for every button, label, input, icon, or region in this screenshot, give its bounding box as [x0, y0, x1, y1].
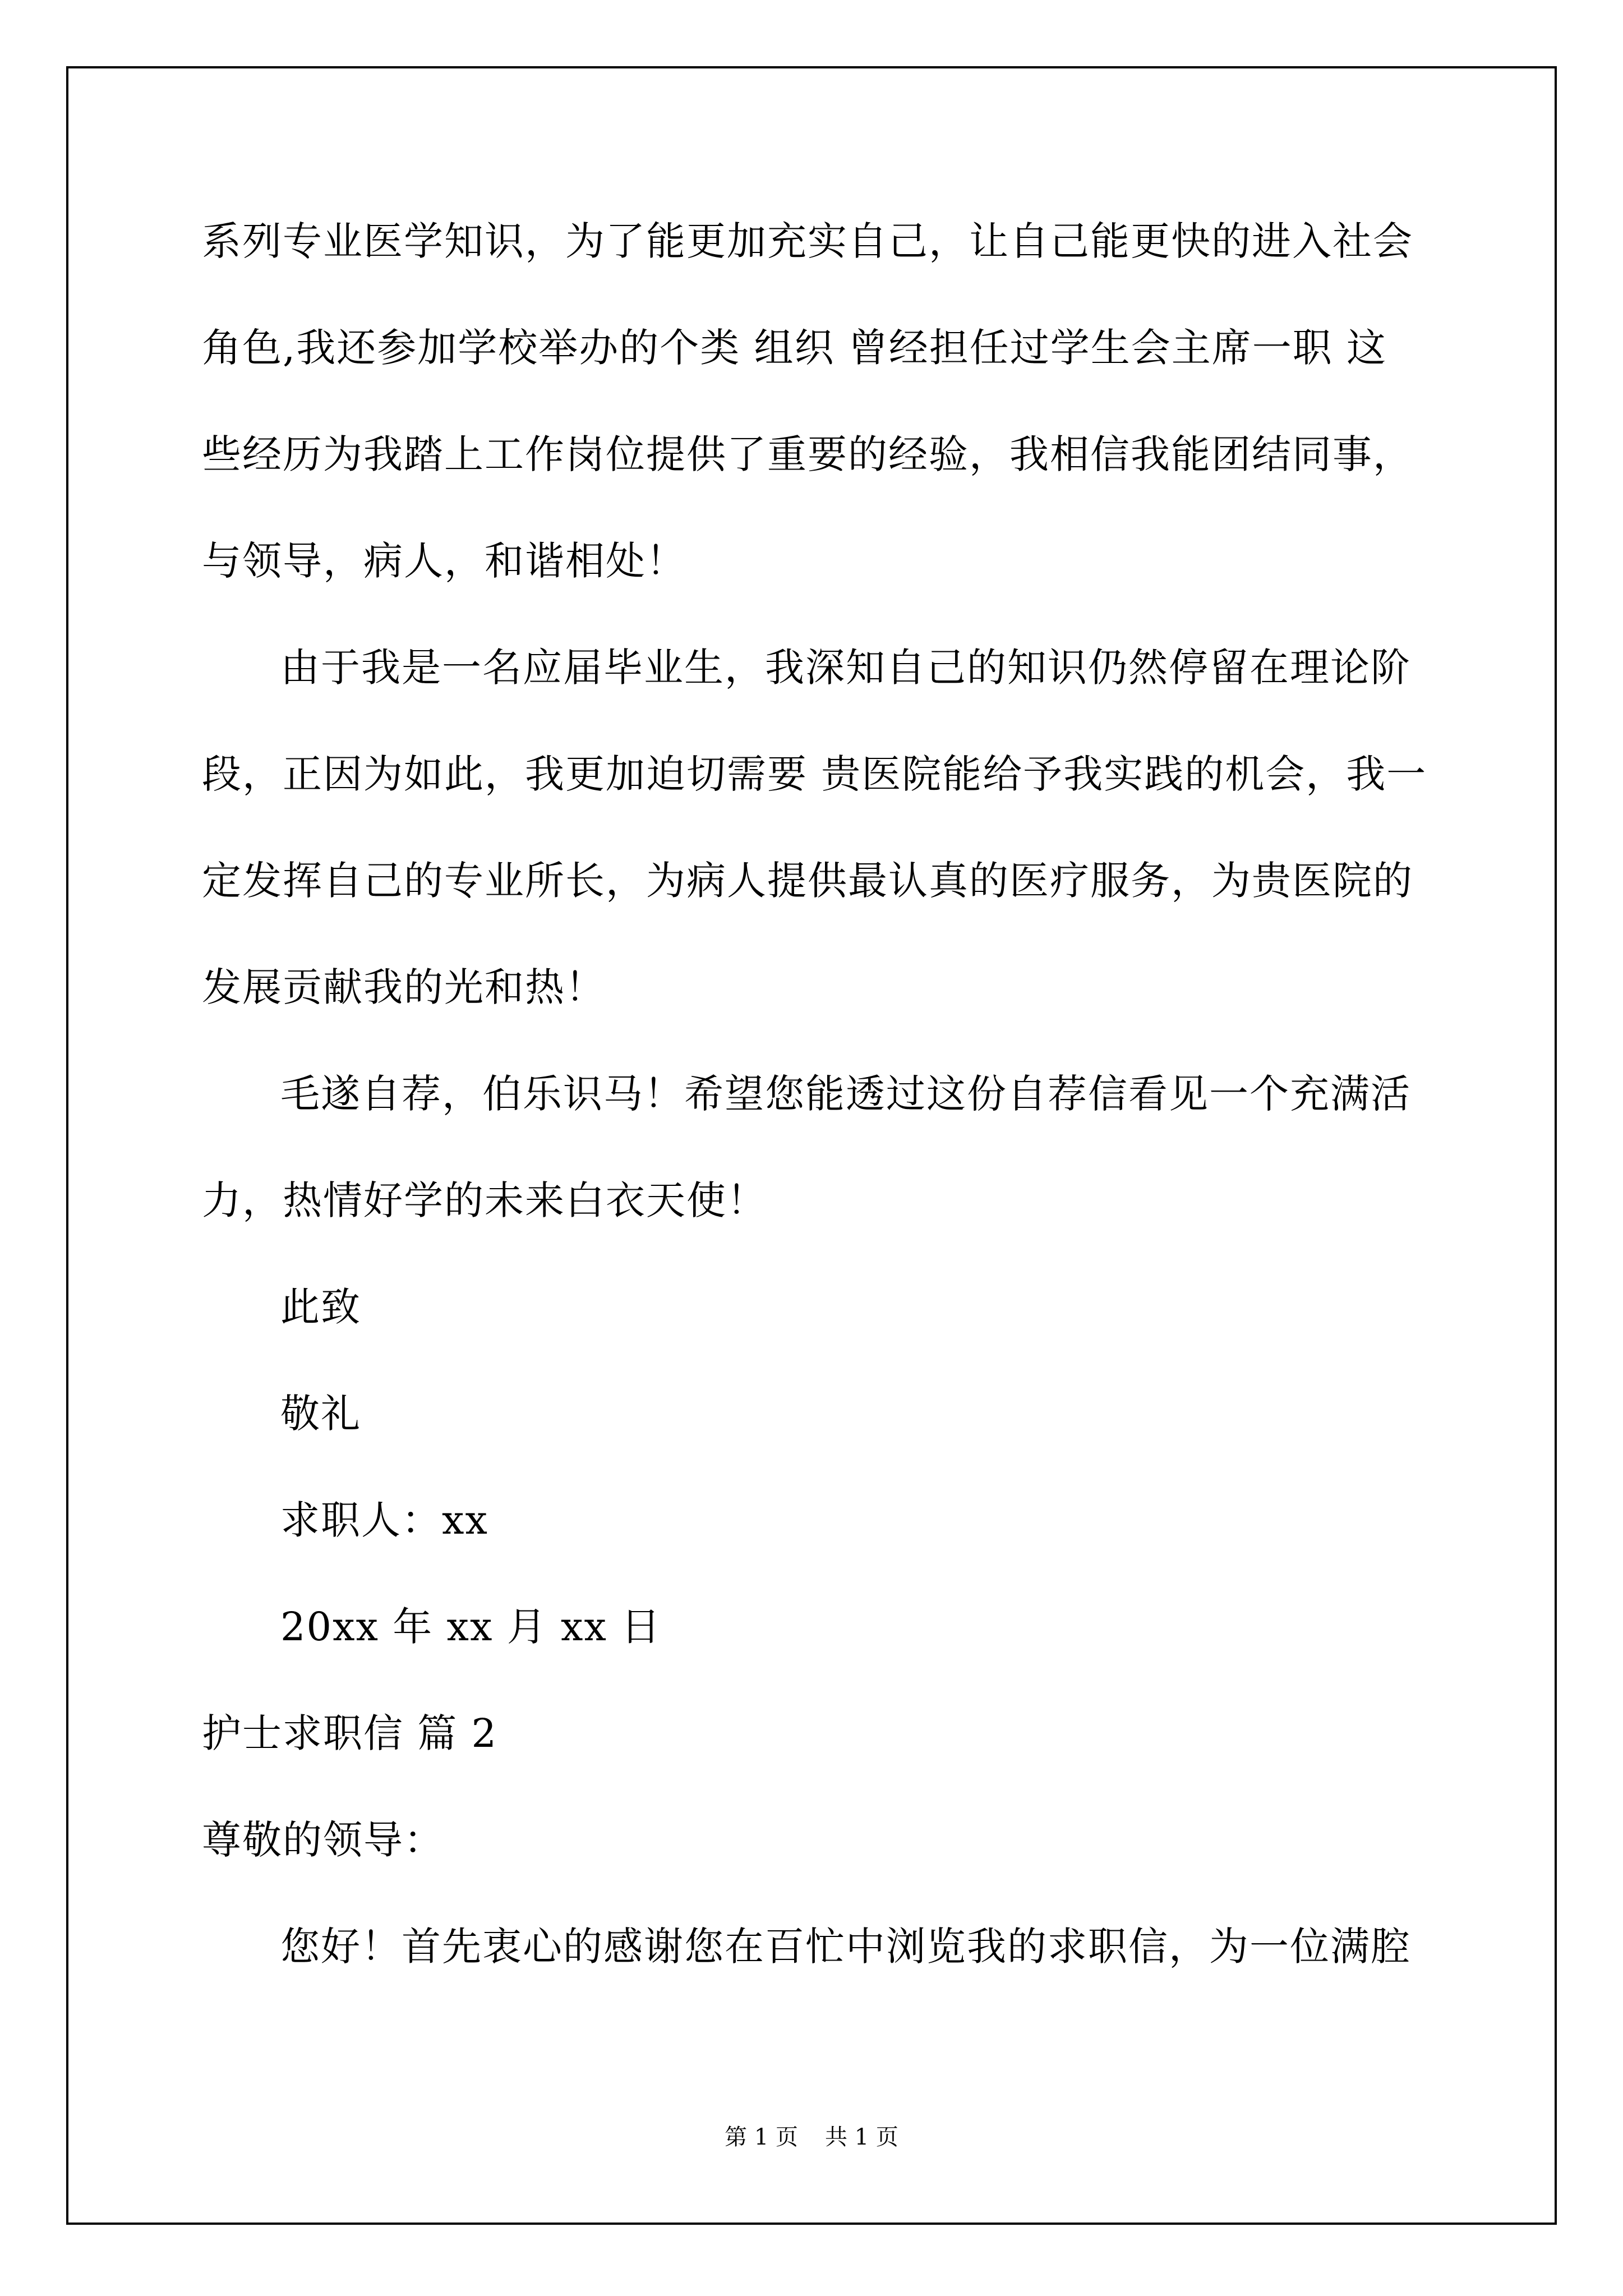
page-number-total: 共 1 页 [825, 2124, 898, 2150]
text-line: 定发挥自己的专业所长，为病人提供最认真的医疗服务，为贵医院的 [202, 858, 1413, 904]
page-border [66, 66, 1557, 2225]
text-line: 您好！首先衷心的感谢您在百忙中浏览我的求职信，为一位满腔 [280, 1924, 1411, 1970]
section-heading: 护士求职信 篇 2 [202, 1710, 498, 1756]
text-line: 发展贡献我的光和热！ [202, 964, 606, 1010]
page-footer [0, 2120, 1623, 2154]
text-line: 毛遂自荐，伯乐识马！希望您能透过这份自荐信看见一个充满活 [280, 1071, 1411, 1117]
text-line: 些经历为我踏上工作岗位提供了重要的经验，我相信我能团结同事， [202, 431, 1413, 477]
text-line: 系列专业医学知识，为了能更加充实自己，让自己能更快的进入社会 [202, 218, 1413, 264]
letter-greeting: 尊敬的领导： [202, 1817, 444, 1863]
text-line: 角色,我还参加学校举办的个类 组织 曾经担任过学生会主席一职 这 [202, 325, 1387, 371]
closing-salutation: 此致 [280, 1284, 361, 1330]
signature-date: 20xx 年 xx 月 xx 日 [280, 1604, 662, 1650]
signature-applicant: 求职人：xx [280, 1497, 488, 1543]
closing-regards: 敬礼 [280, 1391, 361, 1437]
text-line: 力，热情好学的未来白衣天使！ [202, 1177, 767, 1223]
text-line: 与领导，病人，和谐相处！ [202, 538, 686, 584]
text-line: 由于我是一名应届毕业生，我深知自己的知识仍然停留在理论阶 [280, 645, 1411, 691]
text-line: 段，正因为如此，我更加迫切需要 贵医院能给予我实践的机会，我一 [202, 751, 1427, 797]
page-number-current: 第 1 页 [725, 2124, 798, 2150]
